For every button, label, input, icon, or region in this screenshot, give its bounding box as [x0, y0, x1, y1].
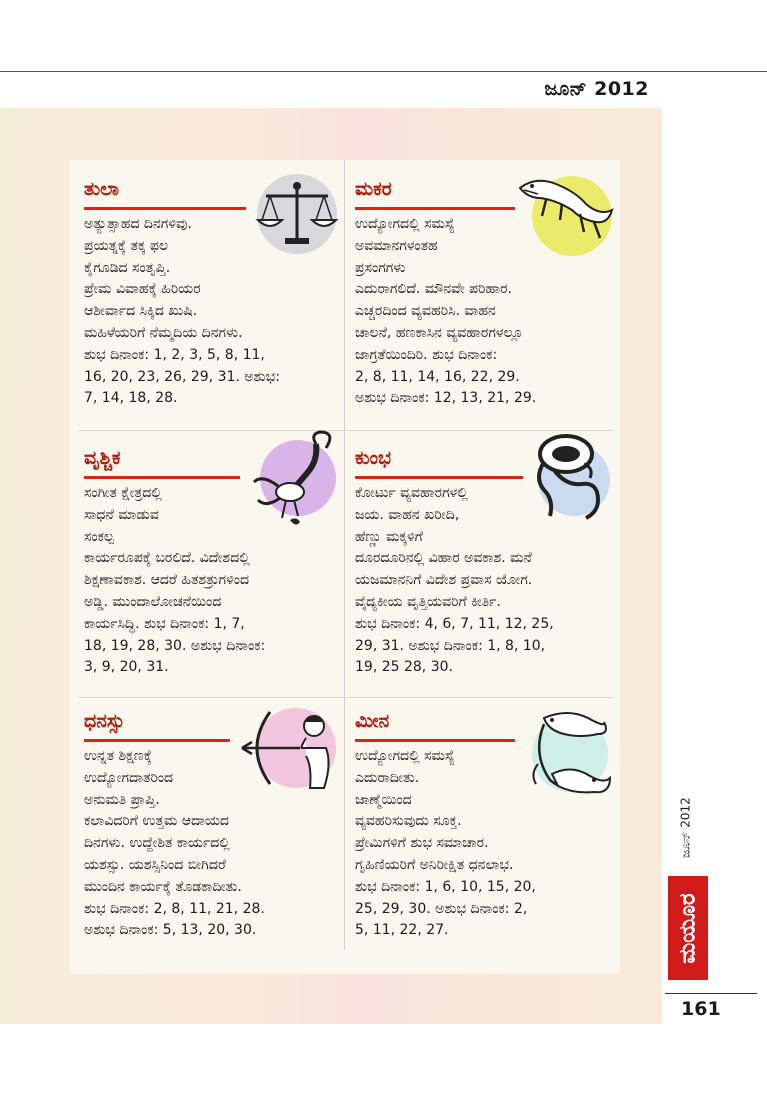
text-line: ಅನುಮತಿ ಪ್ರಾಪ್ತಿ. — [84, 791, 160, 808]
text-line: ಉದ್ಯೋಗದಲ್ಲಿ ಸಮಸ್ಯೆ — [355, 216, 455, 232]
sign-title: ಮಕರ — [355, 178, 392, 200]
sign-text — [84, 483, 265, 679]
title-underline — [84, 476, 240, 479]
text-line: 19, 25 28, 30. — [355, 659, 453, 676]
text-line: ಹೆಣ್ಣು ಮಕ್ಕಳಿಗೆ — [355, 528, 423, 545]
header-month-year: ಜೂನ್ 2012 — [544, 78, 649, 100]
title-underline — [84, 207, 246, 210]
text-line: 25, 29, 30. ಅಶುಭ ದಿನಾಂಕ: 2, — [355, 900, 528, 917]
sign-title: ಧನಸ್ಸು — [84, 710, 125, 732]
sidebar-date — [676, 790, 694, 870]
text-line: ಕಾರ್ಯರೂಪಕ್ಕೆ ಬರಲಿದೆ. ವಿದೇಶದಲ್ಲಿ — [84, 550, 250, 567]
text-line: ಶುಭ ದಿನಾಂಕ: 1, 6, 10, 15, 20, — [355, 878, 536, 895]
text-line: ಉದ್ಯೋಗದಾತರಿಂದ — [84, 769, 174, 786]
text-line: ಅತ್ಯುತ್ಸಾಹದ ದಿನಗಳಿವು. — [84, 216, 192, 232]
magazine-brand-logo — [668, 876, 708, 980]
libra-scales-icon — [252, 172, 342, 256]
text-line: ಗೃಹಿಣಿಯರಿಗೆ ಅನಿರೀಕ್ಷಿತ ಧನಲಾಭ. — [355, 856, 514, 873]
top-rule — [0, 71, 767, 72]
column-divider — [344, 160, 345, 950]
text-line: ಕೈಗೂಡಿದ ಸಂತೃಪ್ತಿ. — [84, 259, 171, 276]
text-line: ಉದ್ಯೋಗದಲ್ಲಿ ಸಮಸ್ಯೆ — [355, 748, 455, 764]
scorpio-scorpion-icon — [246, 428, 344, 532]
row-divider — [78, 697, 614, 698]
text-line: ದೂರದೂರಿನಲ್ಲಿ ವಿಹಾರ ಅವಕಾಶ. ಮನೆ — [355, 550, 532, 567]
pisces-fish-icon — [524, 704, 616, 800]
aquarius-pot-icon — [526, 430, 612, 522]
text-line: 2, 8, 11, 14, 16, 22, 29. — [355, 368, 520, 385]
text-line: ಶುಭ ದಿನಾಂಕ: 1, 2, 3, 5, 8, 11, — [84, 346, 265, 363]
text-line: ಸಂಗೀತ ಕ್ಷೇತ್ರದಲ್ಲಿ — [84, 485, 162, 501]
footer-rule — [665, 993, 757, 994]
sidebar-date-label: ಜೂನ್ 2012 — [678, 797, 693, 858]
text-line: ಪ್ರೇಮ ವಿವಾಹಕ್ಕೆ ಹಿರಿಯರ — [84, 281, 201, 298]
text-line: ಜಾಗ್ರತೆಯಿಂದಿರಿ. ಶುಭ ದಿನಾಂಕ: — [355, 346, 498, 363]
text-line: ಶುಭ ದಿನಾಂಕ: 4, 6, 7, 11, 12, 25, — [355, 615, 554, 632]
text-line: 18, 19, 28, 30. ಅಶುಭ ದಿನಾಂಕ: — [84, 637, 266, 654]
text-line: ದಿನಗಳು. ಉದ್ದೇಶಿತ ಕಾರ್ಯದಲ್ಲಿ — [84, 835, 230, 852]
sign-title: ಮೀನ — [355, 710, 390, 732]
text-line: ಉನ್ನತ ಶಿಕ್ಷಣಕ್ಕೆ — [84, 748, 152, 764]
capricorn-crocodile-icon — [516, 170, 620, 258]
text-line: ಪ್ರಸಂಗಗಳು — [355, 259, 406, 276]
text-line: ಎದುರಾಗಲಿದೆ. ಮೌನವೇ ಪರಿಹಾರ. — [355, 281, 513, 298]
text-line: ಎದುರಾದೀತು. — [355, 769, 420, 786]
text-line: ಅವಮಾನಗಳಂತಹ — [355, 237, 438, 254]
sagittarius-archer-icon — [240, 704, 344, 792]
text-line: ಸಾಧನೆ ಮಾಡುವ — [84, 506, 159, 523]
title-underline — [355, 476, 523, 479]
text-line: ಮಹಿಳೆಯರಿಗೆ ನೆಮ್ಮದಿಯ ದಿನಗಳು. — [84, 324, 243, 341]
text-line: ಕೋರ್ಟು ವ್ಯವಹಾರಗಳಲ್ಲಿ — [355, 485, 468, 501]
text-line: ಅಶುಭ ದಿನಾಂಕ: 12, 13, 21, 29. — [355, 390, 537, 407]
text-line: ಮುಂದಿನ ಕಾರ್ಯಕ್ಕೆ ತೊಡಕಾದೀತು. — [84, 878, 242, 895]
sign-text — [84, 746, 265, 942]
sign-text — [355, 746, 536, 942]
sign-title: ವೃಶ್ಚಿಕ — [84, 447, 121, 469]
text-line: ಎಚ್ಚರದಿಂದ ವ್ಯವಹರಿಸಿ. ವಾಹನ — [355, 303, 496, 320]
text-line: ಪ್ರಯತ್ನಕ್ಕೆ ತಕ್ಕ ಫಲ — [84, 237, 169, 254]
text-line: ಶಿಕ್ಷಣಾವಕಾಶ. ಆದರೆ ಹಿತಶತ್ರುಗಳಿಂದ — [84, 572, 249, 589]
title-underline — [84, 739, 230, 742]
text-line: ಕಲಾವಿದರಿಗೆ ಉತ್ತಮ ಆದಾಯದ — [84, 813, 229, 830]
text-line: ಸಂಕಲ್ಪ — [84, 528, 115, 545]
title-underline — [355, 739, 515, 742]
text-line: 5, 11, 22, 27. — [355, 922, 449, 939]
page-number: 161 — [681, 998, 721, 1020]
text-line: ಚಾಲನೆ, ಹಣಕಾಸಿನ ವ್ಯವಹಾರಗಳಲ್ಲೂ — [355, 324, 524, 341]
sign-title: ಕುಂಭ — [355, 447, 391, 469]
title-underline — [355, 207, 515, 210]
sign-title: ತುಲಾ — [84, 178, 120, 200]
text-line: ಜಾಣ್ಮೆಯಿಂದ — [355, 791, 412, 808]
text-line: 7, 14, 18, 28. — [84, 390, 178, 407]
text-line: ಪ್ರೇಮಿಗಳಿಗೆ ಶುಭ ಸಮಾಚಾರ. — [355, 835, 489, 852]
text-line: ಆಶೀರ್ವಾದ ಸಿಕ್ಕಿದ ಖುಷಿ. — [84, 303, 198, 320]
text-line: ಯಶಸ್ಸು. ಯಶಸ್ಸಿನಿಂದ ಬೀಗಿದರೆ — [84, 856, 226, 873]
text-line: ವೈದ್ಯಕೀಯ ವೃತ್ತಿಯವರಿಗೆ ಕೀರ್ತಿ. — [355, 593, 501, 610]
text-line: ಕಾರ್ಯಸಿದ್ಧಿ. ಶುಭ ದಿನಾಂಕ: 1, 7, — [84, 615, 245, 632]
text-line: ವ್ಯವಹರಿಸುವುದು ಸೂಕ್ತ. — [355, 813, 462, 830]
text-line: ಅಡ್ಡಿ. ಮುಂದಾಲೋಚನೆಯಿಂದ — [84, 593, 222, 610]
text-line: ಅಶುಭ ದಿನಾಂಕ: 5, 13, 20, 30. — [84, 922, 257, 939]
sign-text — [355, 483, 554, 679]
text-line: ಜಯ. ವಾಹನ ಖರೀದಿ, — [355, 506, 460, 523]
text-line: 16, 20, 23, 26, 29, 31. ಅಶುಭ: — [84, 368, 280, 385]
text-line: 3, 9, 20, 31. — [84, 659, 169, 676]
sign-text — [355, 214, 536, 410]
brand-name: ಮಯೂರ — [675, 893, 701, 964]
text-line: 29, 31. ಅಶುಭ ದಿನಾಂಕ: 1, 8, 10, — [355, 637, 546, 654]
sign-text — [84, 214, 280, 410]
text-line: ಯಜಮಾನನಿಗೆ ವಿದೇಶ ಪ್ರವಾಸ ಯೋಗ. — [355, 572, 533, 589]
text-line: ಶುಭ ದಿನಾಂಕ: 2, 8, 11, 21, 28. — [84, 900, 265, 917]
